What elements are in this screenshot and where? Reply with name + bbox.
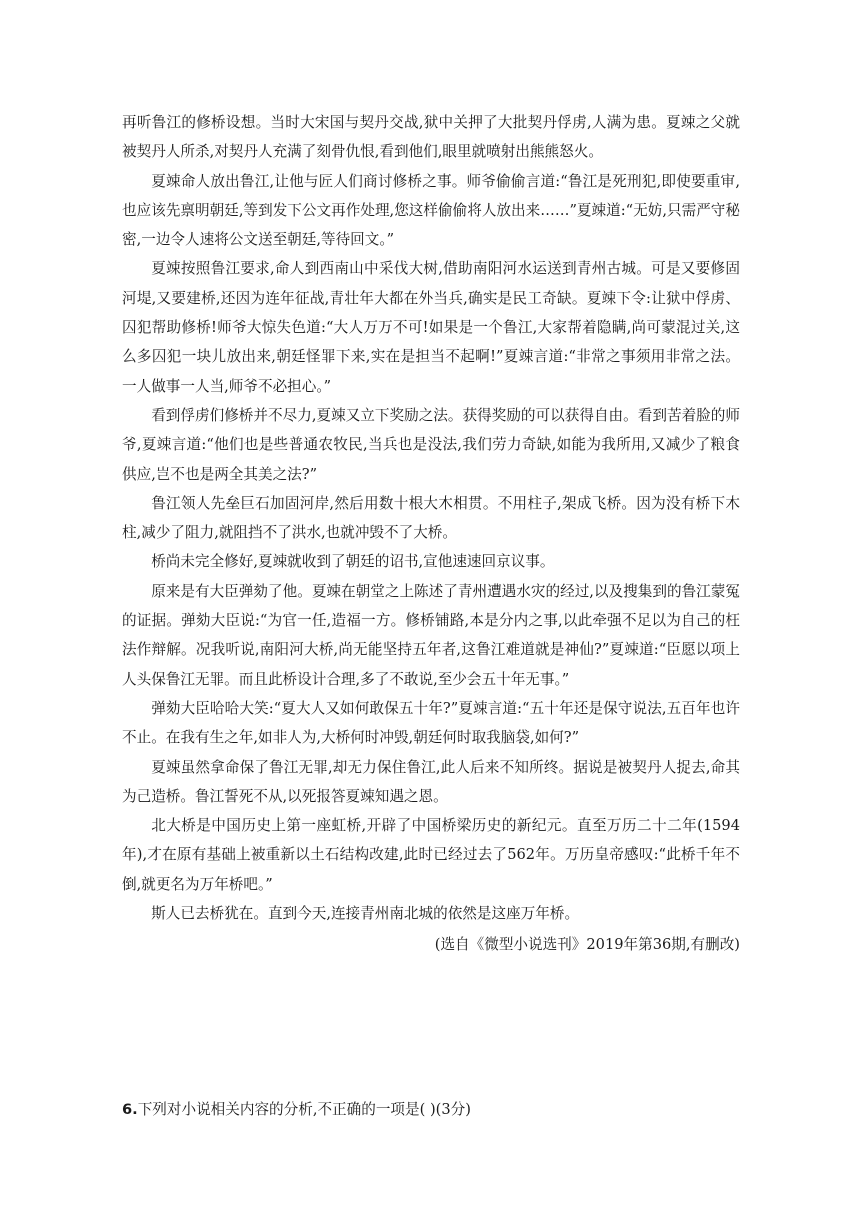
question-6	[122, 1095, 740, 1124]
article-body	[122, 108, 740, 960]
paragraph-8: 弹劾大臣哈哈大笑:“夏大人又如何敢保五十年?”夏竦言道:“五十年还是保守说法,五百年也许不止。在我有生之年,如非人为,大桥何时冲毁,朝廷何时取我脑袋,如何?”	[122, 699, 740, 747]
paragraph-1: 再听鲁江的修桥设想。当时大宋国与契丹交战,狱中关押了大批契丹俘虏,人满为患。夏竦之父就被契丹人所杀,对契丹人充满了刻骨仇恨,看到他们,眼里就喷射出熊熊怒火。	[122, 114, 740, 161]
paragraph-10: 北大桥是中国历史上第一座虹桥,开辟了中国桥梁历史的新纪元。直至万历二十二年(1594年),才在原有基础上被重新以土石结构改建,此时已经过去了562年。万历皇帝感叹:“此桥千年不倒,就更名为万年桥吧。”	[122, 817, 740, 893]
paragraph-5: 鲁江领人先垒巨石加固河岸,然后用数十根大木相贯。不用柱子,架成飞桥。因为没有桥下木柱,减少了阻力,就阻挡不了洪水,也就冲毁不了大桥。	[122, 494, 740, 542]
question-number: 6.	[122, 1100, 138, 1118]
paragraph-2: 夏竦命人放出鲁江,让他与匠人们商讨修桥之事。师爷偷偷言道:“鲁江是死刑犯,即使要重审,也应该先禀明朝廷,等到发下公文再作处理,您这样偷偷将人放出来……”夏竦道:“无妨,只需严守秘密,一边令人速将公文送至朝廷,等待回文。”	[122, 172, 740, 249]
source-citation: (选自《微型小说选刊》2019年第36期,有删改)	[434, 936, 740, 954]
paragraph-7: 原来是有大臣弹劾了他。夏竦在朝堂之上陈述了青州遭遇水灾的经过,以及搜集到的鲁江蒙冤的证据。弹劾大臣说:“为官一任,造福一方。修桥铺路,本是分内之事,以此牵强不足以为自己的枉法作辩解。况我听说,南阳河大桥,尚无能坚持五年者,这鲁江难道就是神仙?”夏竦道:“臣愿以项上人头保鲁江无罪。而且此桥设计合理,多了不敢说,至少会五十年无事。”	[122, 582, 740, 688]
paragraph-11: 斯人已去桥犹在。直到今天,连接青州南北城的依然是这座万年桥。	[151, 905, 580, 923]
paragraph-4: 看到俘虏们修桥并不尽力,夏竦又立下奖励之法。获得奖励的可以获得自由。看到苦着脸的师爷,夏竦言道:“他们也是些普通农牧民,当兵也是没法,我们劳力奇缺,如能为我所用,又减少了粮食供应,岂不也是两全其美之法?”	[122, 406, 740, 483]
paragraph-9: 夏竦虽然拿命保了鲁江无罪,却无力保住鲁江,此人后来不知所终。据说是被契丹人捉去,命其为己造桥。鲁江誓死不从,以死报答夏竦知遇之恩。	[122, 758, 740, 805]
question-text: 下列对小说相关内容的分析,不正确的一项是( )(3分)	[137, 1100, 471, 1118]
question-block	[122, 1089, 740, 1124]
paragraph-3: 夏竦按照鲁江要求,命人到西南山中采伐大树,借助南阳河水运送到青州古城。可是又要修固河堤,又要建桥,还因为连年征战,青壮年大都在外当兵,确实是民工奇缺。夏竦下令:让狱中俘虏、囚犯帮助修桥!师爷大惊失色道:“大人万万不可!如果是一个鲁江,大家帮着隐瞒,尚可蒙混过关,这么多囚犯一块儿放出来,朝廷怪罪下来,实在是担当不起啊!”夏竦言道:“非常之事须用非常之法。一人做事一人当,师爷不必担心。”	[122, 260, 741, 395]
paragraph-6: 桥尚未完全修好,夏竦就收到了朝廷的诏书,宣他速速回京议事。	[151, 553, 555, 571]
